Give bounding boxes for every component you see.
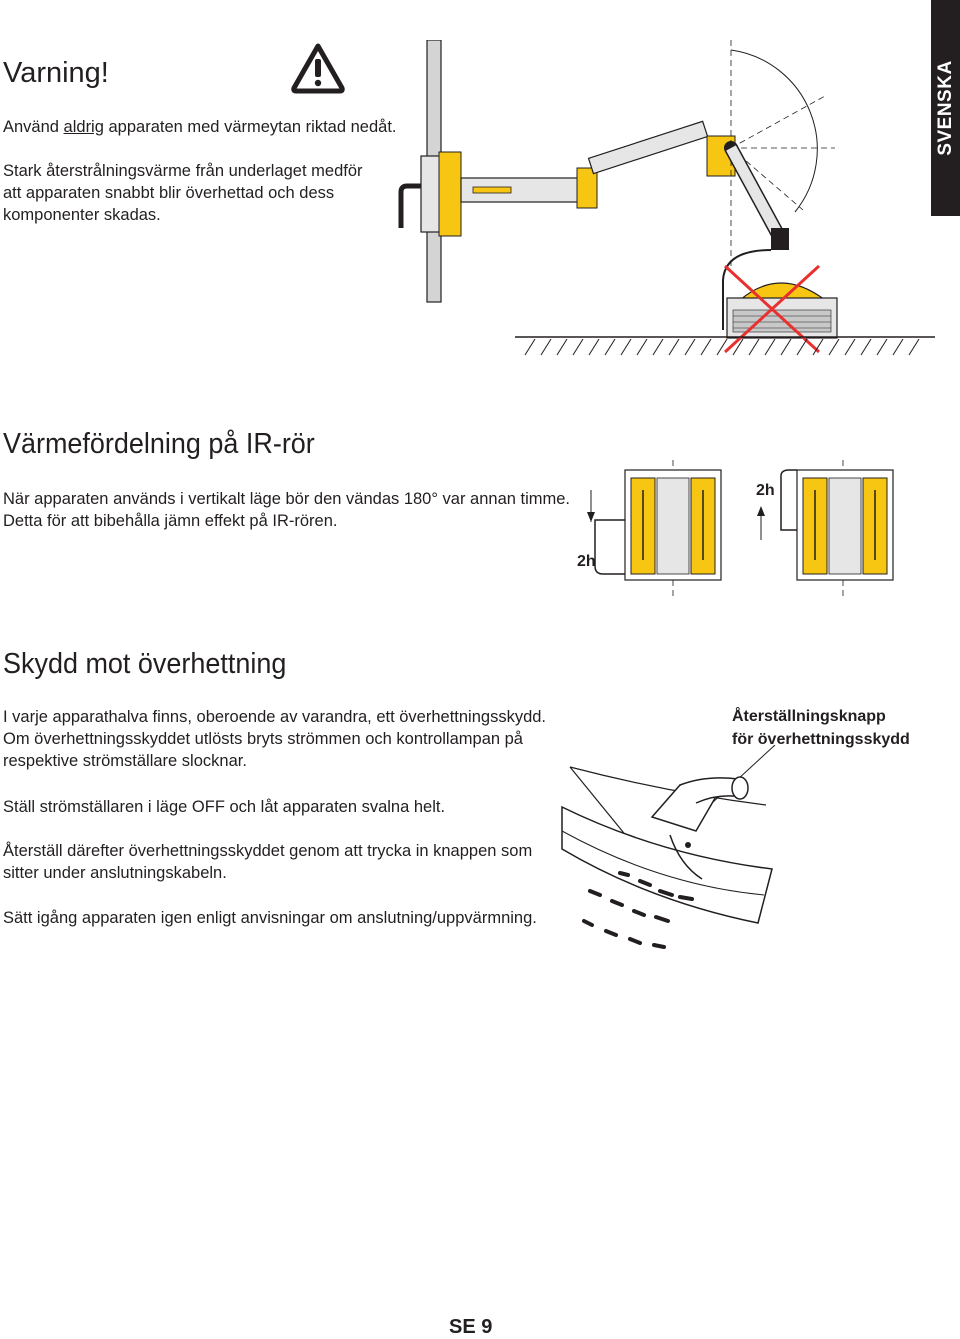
warning-para-line: komponenter skadas. [3,206,161,224]
callout-line: för överhettningsskydd [732,731,910,748]
warning-line1 [3,116,397,138]
warning-line1-post: apparaten med värmeytan riktad nedåt. [103,118,397,136]
reset-button-illustration [560,745,790,960]
warning-emphasis: aldrig [63,118,104,136]
language-tab [931,0,960,216]
overheat-para1-line: Om överhettningsskyddet utlösts bryts strömmen och kontrollampan på [3,730,523,748]
overheat-para1-line: I varje apparathalva finns, oberoende av varandra, ett överhettningsskydd. [3,708,547,726]
heater-on-stand-illustration [385,40,845,360]
overheat-para1 [3,706,546,772]
callout-line: Återställningsknapp [732,708,886,725]
overheat-title: Skydd mot överhettning [3,648,287,680]
overheat-para3-line: sitter under anslutningskabeln. [3,864,227,882]
heat-distribution-line: Detta för att bibehålla jämn effekt på IR-rören. [3,512,338,530]
overheat-para3-line: Återställ därefter överhettningsskyddet genom att trycka in knappen som [3,842,533,860]
overheat-para2: Ställ strömställaren i läge OFF och låt apparaten svalna helt. [3,798,446,816]
overheat-para4: Sätt igång apparaten igen enligt anvisningar om anslutning/uppvärmning. [3,909,537,927]
warning-title: Varning! [3,57,109,89]
warning-triangle-icon [290,42,346,94]
page-number: SE 9 [449,1316,493,1338]
rotation-label-right: 2h [756,482,775,499]
warning-line1-pre: Använd [3,118,64,136]
warning-paragraph [3,160,363,226]
heater-rotation-illustration [585,460,905,600]
language-tab-label: SVENSKA [934,60,956,156]
heat-distribution-text [3,488,570,532]
overheat-para1-line: respektive strömställare slocknar. [3,752,247,770]
warning-para-line: att apparaten snabbt blir överhettad och dess [3,184,335,202]
overheat-para3 [3,840,532,884]
ground-hatching [515,335,935,357]
warning-para-line: Stark återstrålningsvärme från underlaget medför [3,162,363,180]
rotation-label-left: 2h [577,553,596,570]
heat-distribution-line: När apparaten används i vertikalt läge bör den vändas 180° var annan timme. [3,490,571,508]
heat-distribution-title: Värmefördelning på IR-rör [3,428,315,460]
